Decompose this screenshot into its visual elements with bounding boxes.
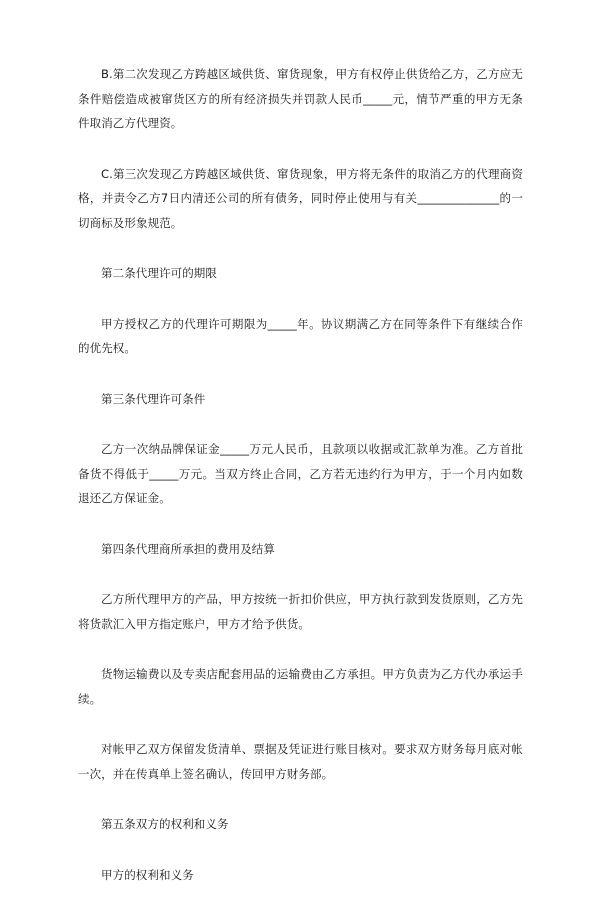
article-4-paragraph-reconciliation: 对帐甲乙双方保留发货清单、票据及凭证进行账目核对。要求双方财务每月底对帐一次，并在传真单上签名确认，传回甲方财务部。 [78,742,523,781]
article-4-paragraph-shipping: 货物运输费以及专卖店配套用品的运输费由乙方承担。甲方负责为乙方代办承运手续。 [78,667,523,706]
article-3-paragraph: 乙方一次纳品牌保证金_____万元人民币，且款项以收据或汇款单为准。乙方首批备货不得低于_____万元。当双方终止合同，乙方若无违约行为甲方，于一个月内如数退还乙方保证金。 [78,442,523,505]
article-3-heading: 第三条代理许可条件 [101,391,206,406]
article-2-paragraph: 甲方授权乙方的代理许可期限为_____年。协议期满乙方在同等条件下有继续合作的优先权。 [78,316,523,355]
article-4-heading: 第四条代理商所承担的费用及结算 [101,541,275,556]
clause-b-paragraph: B.第二次发现乙方跨越区域供货、窜货现象，甲方有权停止供货给乙方，乙方应无条件赔偿造成被窜货区方的所有经济损失并罚款人民币_____元，情节严重的甲方无条件取消乙方代理资。 [78,67,523,130]
party-a-rights-heading: 甲方的权利和义务 [101,867,194,882]
article-2-heading: 第二条代理许可的期限 [101,266,217,280]
clause-c-paragraph: C.第三次发现乙方跨越区域供货、窜货现象，甲方将无条件的取消乙方的代理商资格，并责令乙方7日内清还公司的所有债务，同时停止使用与有关______________的一切商标及形象规范。 [78,166,523,230]
document-body [78,62,523,913]
article-4-paragraph-pricing: 乙方所代理甲方的产品，甲方按统一折扣价供应，甲方执行款到发货原则，乙方先将货款汇入甲方指定账户，甲方才给予供货。 [78,592,523,631]
article-5-heading: 第五条双方的权利和义务 [101,817,229,831]
